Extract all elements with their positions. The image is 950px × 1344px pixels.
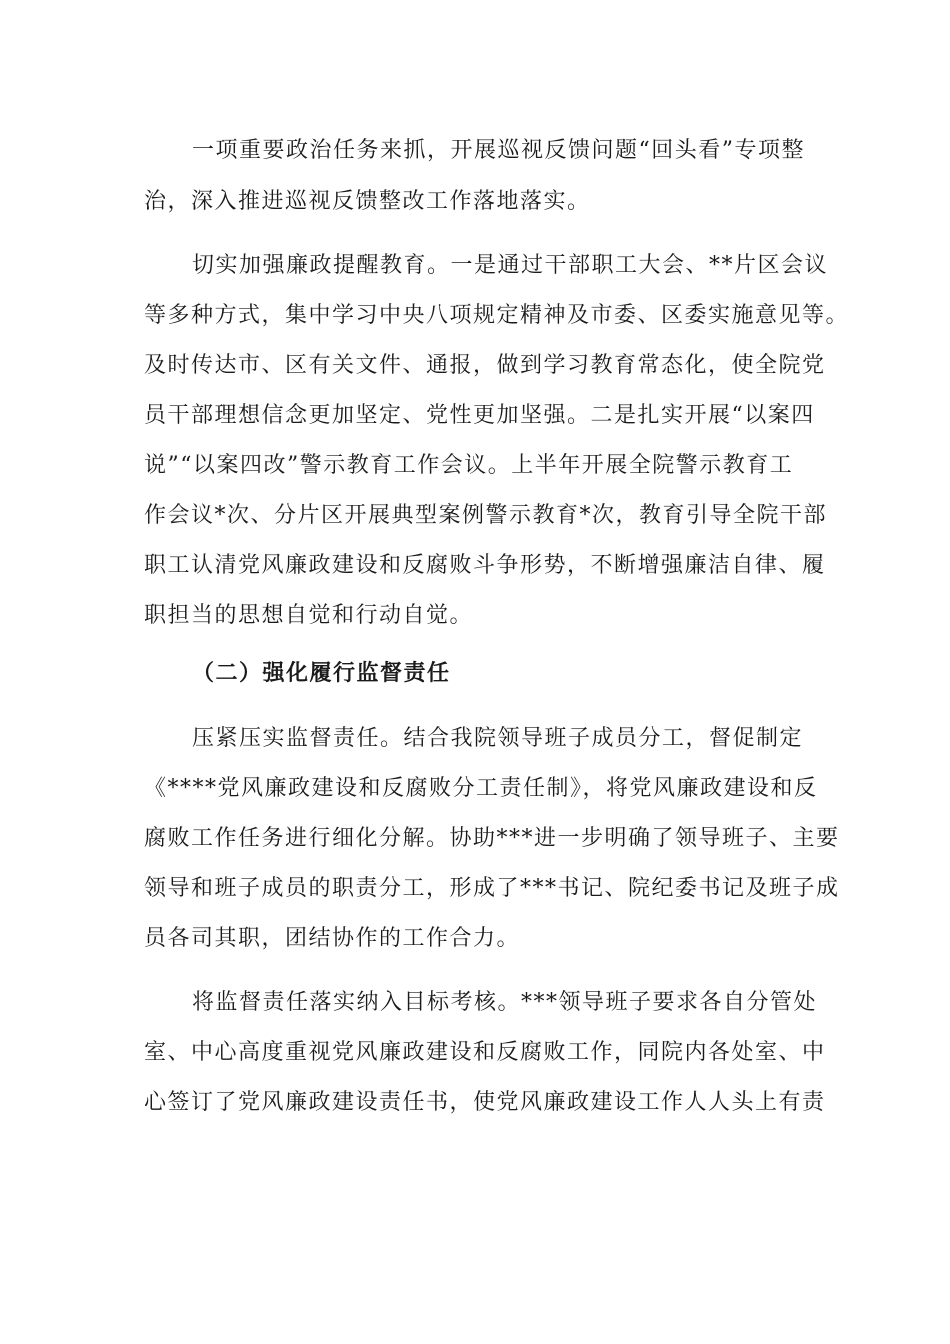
paragraph-line: 等多种方式，集中学习中央八项规定精神及市委、区委实施意见等。 — [144, 303, 850, 328]
paragraph-line: 领导和班子成员的职责分工，形成了***书记、院纪委书记及班子成 — [144, 876, 840, 901]
paragraph-line: 作会议*次、分片区开展典型案例警示教育*次，教育引导全院干部 — [144, 503, 828, 528]
paragraph-line: 职担当的思想自觉和行动自觉。 — [144, 603, 474, 628]
paragraph-line: 治，深入推进巡视反馈整改工作落地落实。 — [144, 189, 591, 214]
paragraph-line: 室、中心高度重视党风廉政建设和反腐败工作，同院内各处室、中 — [144, 1040, 826, 1065]
paragraph-line: 切实加强廉政提醒教育。一是通过干部职工大会、**片区会议 — [192, 253, 829, 278]
paragraph-line: 说”“以案四改”警示教育工作会议。上半年开展全院警示教育工 — [144, 453, 794, 478]
paragraph-line: 一项重要政治任务来抓，开展巡视反馈问题“回头看”专项整 — [192, 138, 805, 163]
paragraph-line: 员干部理想信念更加坚定、党性更加坚强。二是扎实开展“以案四 — [144, 403, 815, 428]
paragraph-line: 《****党风廉政建设和反腐败分工责任制》，将党风廉政建设和反 — [144, 776, 818, 801]
paragraph-line: 职工认清党风廉政建设和反腐败斗争形势，不断增强廉洁自律、履 — [144, 553, 826, 578]
paragraph-line: 心签订了党风廉政建设责任书，使党风廉政建设工作人人头上有责 — [144, 1090, 826, 1115]
paragraph-line: 压紧压实监督责任。结合我院领导班子成员分工，督促制定 — [192, 726, 804, 751]
paragraph-line: 将监督责任落实纳入目标考核。***领导班子要求各自分管处 — [192, 990, 818, 1015]
section-heading: （二）强化履行监督责任 — [192, 661, 451, 686]
paragraph-line: 及时传达市、区有关文件、通报，做到学习教育常态化，使全院党 — [144, 353, 826, 378]
paragraph-line: 员各司其职，团结协作的工作合力。 — [144, 926, 521, 951]
paragraph-line: 腐败工作任务进行细化分解。协助***进一步明确了领导班子、主要 — [144, 826, 840, 851]
